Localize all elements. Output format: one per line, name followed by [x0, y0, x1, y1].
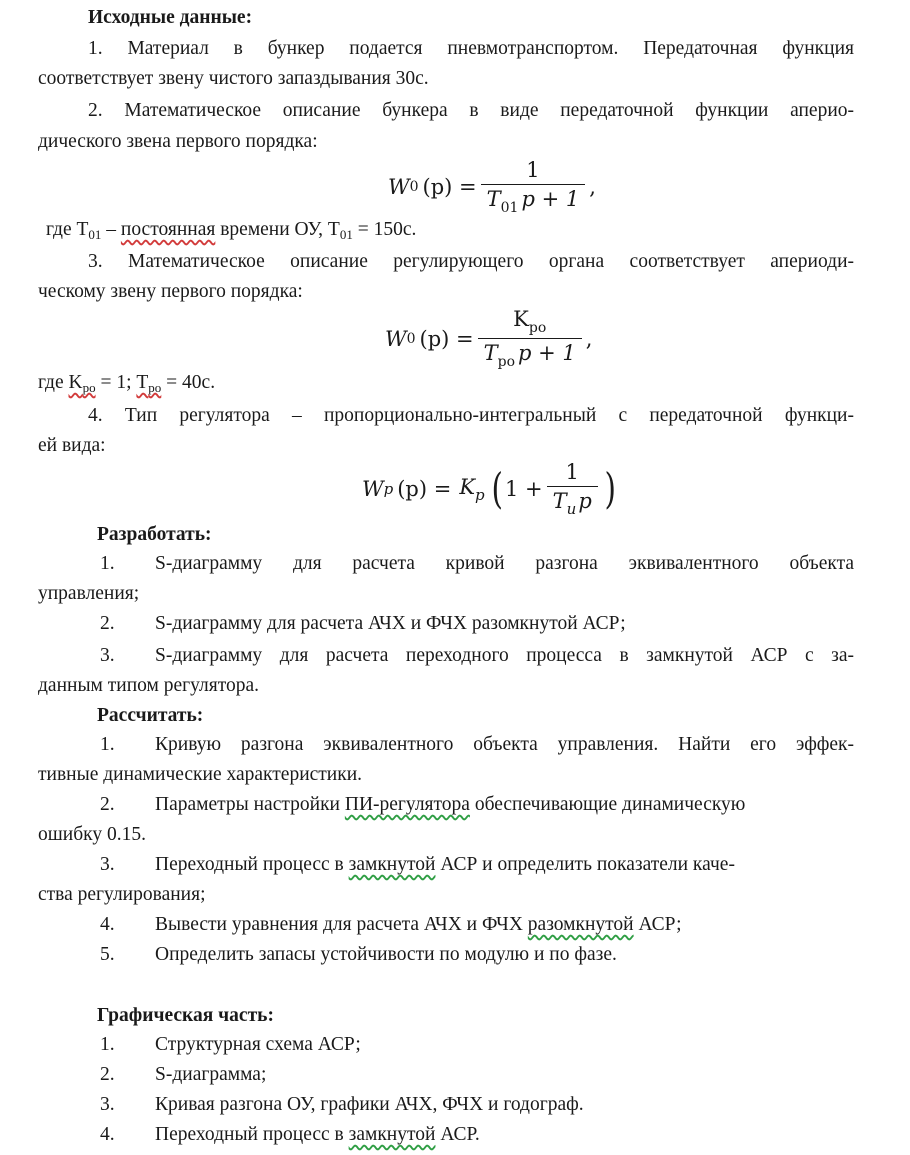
formula-3-lhs: W	[362, 477, 384, 501]
graphics-item-2-number: 2.	[100, 1064, 115, 1085]
graphics-item-1-text: Структурная схема АСР;	[155, 1034, 361, 1055]
formula-3-lhs-sub: p	[383, 480, 394, 498]
calculate-item-5-line-1: Определить запасы устойчивости по модулю и по фазе.	[155, 944, 617, 965]
calculate-item-2-line-1: Параметры настройки ПИ-регулятора обеспечивающие динамическую	[155, 794, 746, 815]
formula-3-close-paren: )	[604, 464, 616, 513]
calculate-item-2-number: 2.	[100, 794, 115, 815]
formula-3-open-paren: (	[491, 464, 503, 513]
calculate-item-5-number: 5.	[100, 944, 115, 965]
source-item-4-line-1: 4. Тип регулятора – пропорционально-интегральный с передаточной функци-	[88, 405, 854, 426]
formula-2-arg: (p) =	[419, 326, 474, 351]
formula-3-one-plus: 1 +	[505, 477, 543, 501]
calculate-item-1-line-1: Кривую разгона эквивалентного объекта управления. Найти его эффек-	[155, 734, 854, 755]
formula-2-lhs-sub: 0	[406, 330, 416, 347]
graphics-item-3-number: 3.	[100, 1094, 115, 1115]
develop-item-1-number: 1.	[100, 553, 115, 574]
source-data-heading: Исходные данные:	[88, 7, 253, 28]
source-item-4-line-2: ей вида:	[38, 435, 106, 456]
calculate-item-3-number: 3.	[100, 854, 115, 875]
formula-1-denominator: $T_{01}$ p + 1	[481, 184, 586, 216]
develop-item-3-line-1: S-диаграмму для расчета переходного процесса в замкнутой АСР с за-	[155, 645, 854, 666]
where-T01-line: где $T_{01}$ – постоянная времени ОУ, $T_{01} = 150с$.	[46, 219, 417, 242]
formula-2-tail: ,	[585, 326, 593, 351]
formula-1-tail: ,	[589, 175, 596, 199]
develop-item-3-line-2: данным типом регулятора.	[38, 675, 260, 696]
graphics-item-1-number: 1.	[100, 1034, 115, 1055]
develop-item-2-line-1: S-диаграмму для расчета АЧХ и ФЧХ разомкнутой АСР;	[155, 613, 626, 634]
formula-3-gain: $K_p$	[459, 474, 485, 504]
source-item-3-line-2: ческому звену первого порядка:	[38, 281, 303, 302]
formula-3-denominator: $T_иp$	[547, 486, 598, 518]
calculate-item-2-line-2: ошибку 0.15.	[38, 824, 146, 845]
calculate-item-1-line-2: тивные динамические характеристики.	[38, 764, 363, 785]
formula-regulator-organ-transfer-function	[385, 307, 592, 370]
graphics-item-4-text: Переходный процесс в замкнутой АСР.	[155, 1124, 480, 1145]
formula-2-denominator: $T_{ро}$ p + 1	[478, 338, 582, 370]
graphics-item-2-text: S-диаграмма;	[155, 1064, 267, 1085]
formula-1-fraction	[481, 158, 586, 216]
formula-pi-regulator-transfer-function	[362, 460, 618, 518]
formula-2-numerator: $K_{ро}$	[513, 307, 547, 336]
develop-item-2-number: 2.	[100, 613, 115, 634]
formula-bunker-transfer-function	[388, 158, 596, 216]
formula-1-lhs: W	[388, 175, 410, 199]
calculate-item-4-line-1: Вывести уравнения для расчета АЧХ и ФЧХ разомкнутой АСР;	[155, 914, 682, 935]
formula-1-arg: (p) =	[422, 175, 477, 199]
formula-2-lhs: W	[385, 326, 407, 351]
source-item-1-line-2: соответствует звену чистого запаздывания 30с.	[38, 68, 429, 89]
formula-2-fraction	[478, 307, 582, 370]
develop-item-3-number: 3.	[100, 645, 115, 666]
where-Kro-Tro-line: где $K_{ро} = 1$; $T_{ро} = 40с$.	[38, 372, 216, 395]
calculate-heading: Рассчитать:	[97, 705, 204, 726]
graphics-item-3-text: Кривая разгона ОУ, графики АЧХ, ФЧХ и годограф.	[155, 1094, 584, 1115]
formula-1-lhs-sub: 0	[409, 179, 419, 195]
formula-3-fraction	[547, 460, 598, 518]
formula-3-numerator: 1	[565, 460, 579, 484]
graphics-item-4-number: 4.	[100, 1124, 115, 1145]
develop-item-1-line-2: управления;	[38, 583, 140, 604]
develop-item-1-line-1: S-диаграмму для расчета кривой разгона эквивалентного объекта	[155, 553, 854, 574]
develop-heading: Разработать:	[97, 524, 212, 545]
source-item-2-line-2: дического звена первого порядка:	[38, 131, 318, 152]
source-item-1-line-1: 1. Материал в бункер подается пневмотранспортом. Передаточная функция	[88, 38, 854, 59]
formula-1-numerator: 1	[526, 158, 540, 182]
formula-3-arg: (p) =	[397, 477, 452, 501]
calculate-item-3-line-2: ства регулирования;	[38, 884, 206, 905]
source-item-3-line-1: 3. Математическое описание регулирующего органа соответствует апериоди-	[88, 251, 854, 272]
calculate-item-4-number: 4.	[100, 914, 115, 935]
calculate-item-3-line-1: Переходный процесс в замкнутой АСР и определить показатели каче-	[155, 854, 735, 875]
source-item-2-line-1: 2. Математическое описание бункера в виде передаточной функции аперио-	[88, 100, 854, 121]
graphics-heading: Графическая часть:	[97, 1005, 274, 1026]
calculate-item-1-number: 1.	[100, 734, 115, 755]
